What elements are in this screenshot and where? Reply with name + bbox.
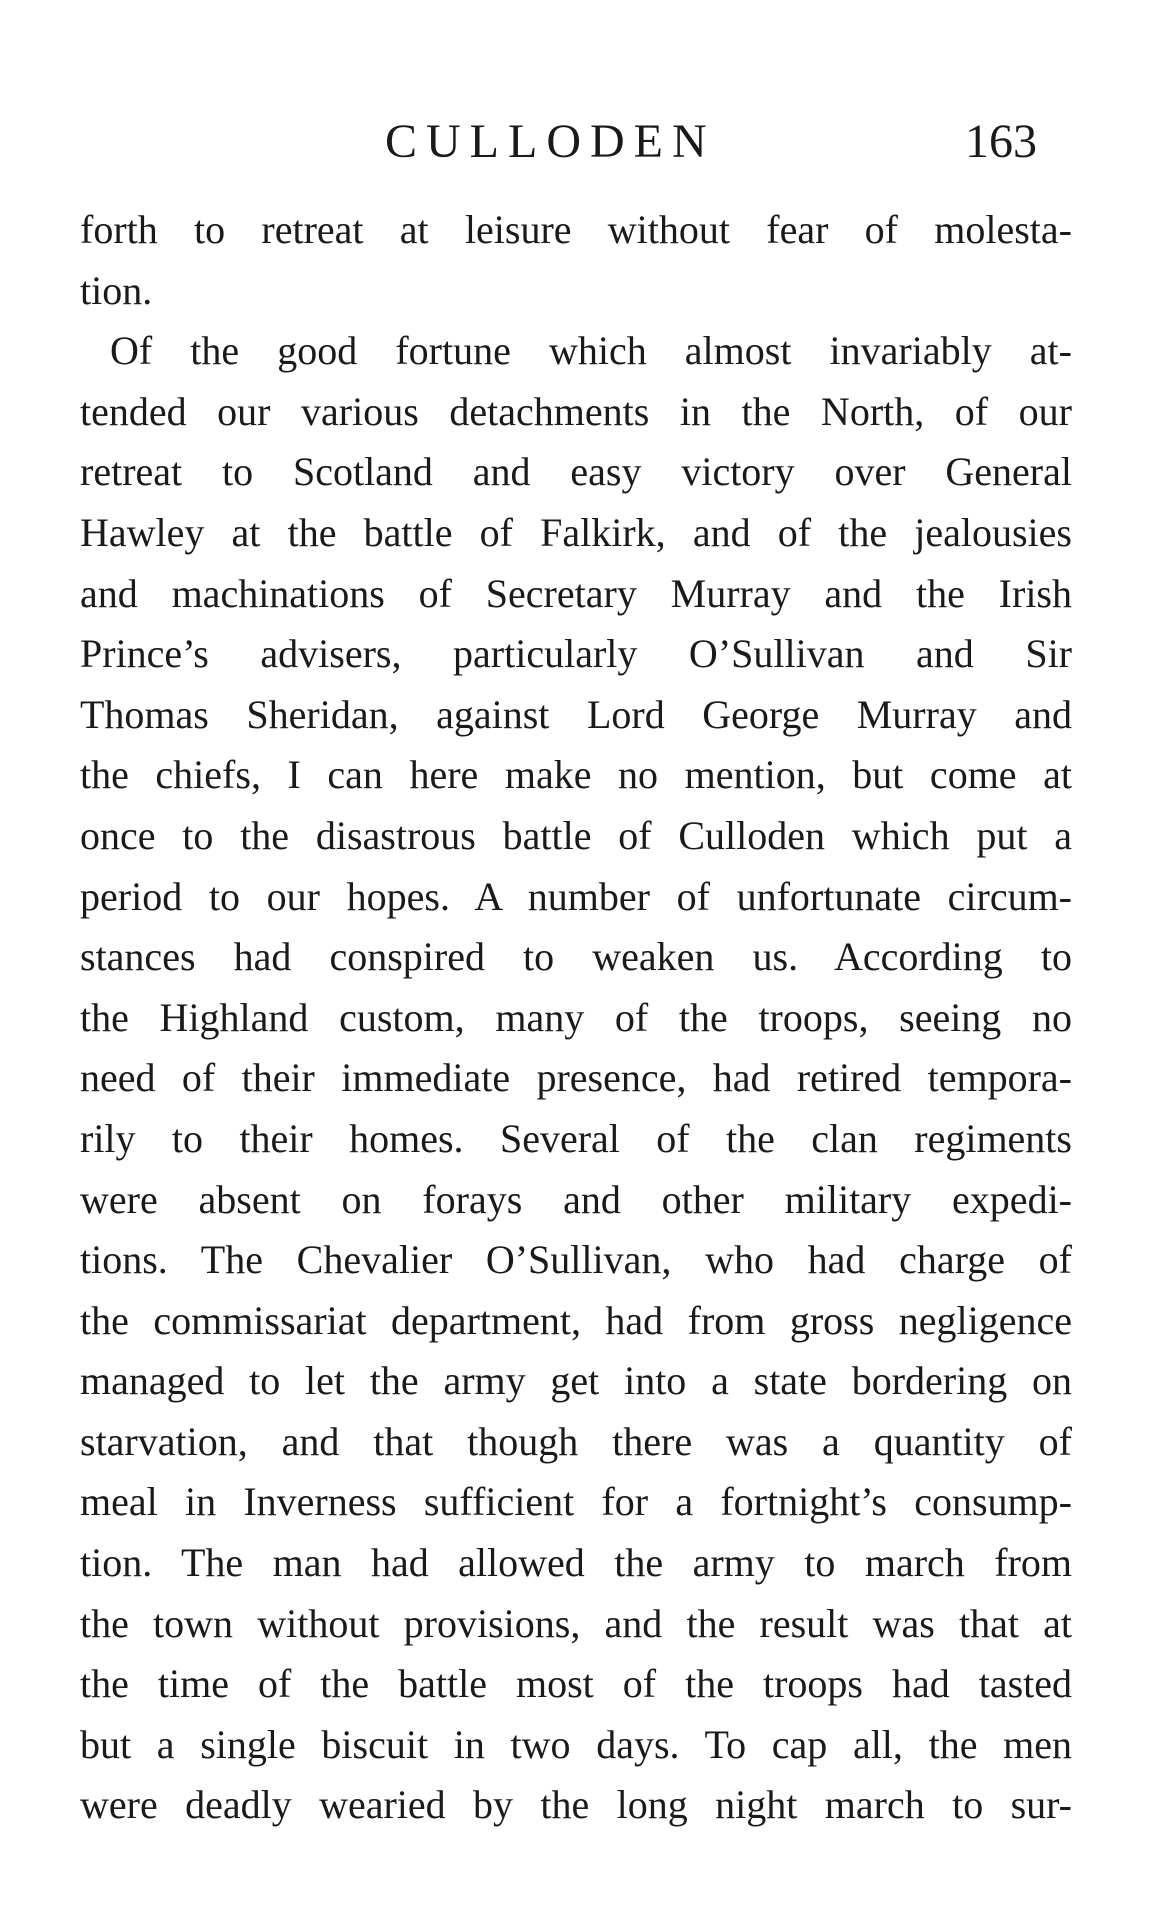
text-line: Of the good fortune which almost invariably at- — [110, 328, 1072, 374]
running-title: CULLODEN — [385, 115, 716, 168]
text-line: retreat to Scotland and easy victory over General — [80, 449, 1072, 495]
page-number: 163 — [965, 115, 1037, 168]
text-line: meal in Inverness sufficient for a fortnight’s consump- — [80, 1479, 1072, 1525]
text-line: Thomas Sheridan, against Lord George Murray and — [80, 691, 1072, 737]
text-line: were absent on forays and other military expedi- — [80, 1176, 1072, 1222]
text-line: the Highland custom, many of the troops, seeing no — [80, 994, 1072, 1040]
text-line: managed to let the army get into a state bordering on — [80, 1358, 1072, 1404]
text-line: tion. The man had allowed the army to march from — [80, 1540, 1072, 1586]
text-line: the time of the battle most of the troops had tasted — [80, 1661, 1072, 1707]
text-line: period to our hopes. A number of unfortunate circum- — [80, 873, 1072, 919]
text-line: Prince’s advisers, particularly O’Sullivan and Sir — [80, 631, 1072, 677]
text-line: the town without provisions, and the result was that at — [80, 1600, 1072, 1646]
text-line: need of their immediate presence, had retired tempora- — [80, 1055, 1072, 1101]
text-line: once to the disastrous battle of Culloden which put a — [80, 812, 1072, 858]
text-line: tion. — [80, 267, 153, 313]
body-text — [80, 200, 1072, 1836]
text-line: and machinations of Secretary Murray and the Irish — [80, 570, 1072, 616]
text-line: rily to their homes. Several of the clan regiments — [80, 1115, 1072, 1161]
text-line: Hawley at the battle of Falkirk, and of the jealousies — [80, 509, 1072, 555]
text-line: were deadly wearied by the long night march to sur- — [80, 1782, 1072, 1828]
text-line: the commissariat department, had from gross negligence — [80, 1297, 1072, 1343]
text-line: starvation, and that though there was a quantity of — [80, 1418, 1072, 1464]
text-line: the chiefs, I can here make no mention, but come at — [80, 752, 1072, 798]
text-line: tions. The Chevalier O’Sullivan, who had charge of — [80, 1237, 1072, 1283]
text-line: tended our various detachments in the North, of our — [80, 388, 1072, 434]
running-head — [0, 112, 1173, 172]
text-line: stances had conspired to weaken us. According to — [80, 934, 1072, 980]
text-line: forth to retreat at leisure without fear of molesta- — [80, 207, 1072, 252]
text-line: but a single biscuit in two days. To cap all, the men — [80, 1721, 1072, 1767]
